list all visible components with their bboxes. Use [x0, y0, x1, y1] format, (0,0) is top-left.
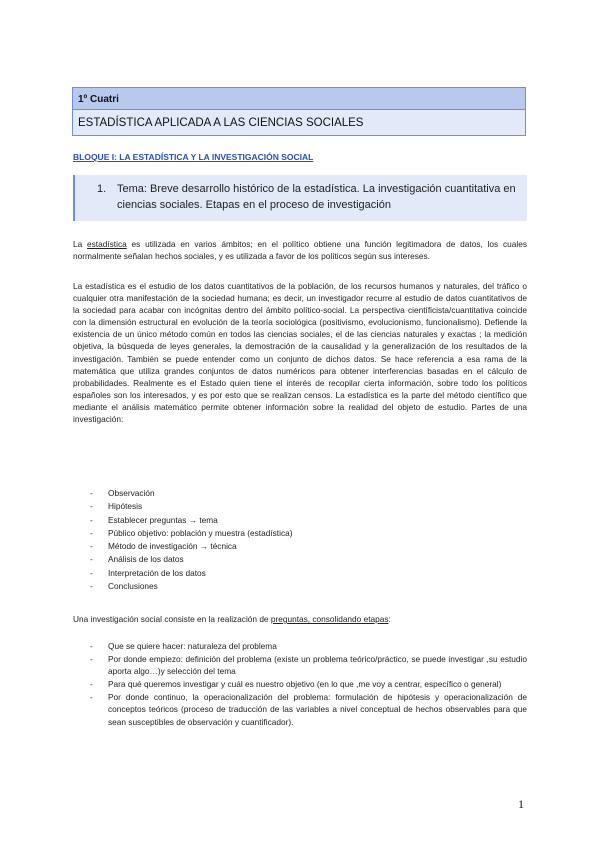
investigation-post: : [388, 614, 391, 624]
list-item [73, 640, 527, 652]
topic-box [73, 175, 527, 221]
topic-number: 1. [97, 183, 107, 195]
dash-bullet: - [90, 554, 93, 565]
dash-bullet: - [90, 541, 93, 552]
dash-bullet: - [90, 567, 93, 578]
list-item [73, 653, 527, 677]
list-item [73, 527, 527, 540]
list-item-text: Conclusiones [108, 581, 158, 592]
intro-paragraph [73, 238, 527, 262]
list-item-text: Por donde continuo, la operacionalización del problema: formulación de hipótesis y operacionalización de conceptos teóricos (proceso de traducción de las variables a nivel conceptual de hechos observables para que sean susceptibles de observación y cuantificador). [108, 692, 527, 727]
dash-bullet: - [90, 641, 93, 651]
list-item-text: Análisis de los datos [108, 554, 184, 565]
investigation-pre: Una investigación social consiste en la realización de [73, 614, 271, 624]
dash-bullet: - [90, 581, 93, 592]
stages-list [73, 640, 527, 729]
dash-bullet: - [90, 527, 93, 538]
page-number: 1 [518, 797, 524, 811]
list-item [73, 500, 527, 513]
list-item [73, 678, 527, 690]
dash-bullet: - [90, 488, 93, 498]
dash-bullet: - [90, 501, 93, 512]
list-item [73, 553, 527, 566]
list-item [73, 580, 527, 593]
list-item-text: Para qué queremos investigar y cuál es nuestro objetivo (en lo que ,me voy a centrar, específico o general) [108, 679, 502, 690]
list-item-text: Interpretación de los datos [108, 567, 206, 578]
list-item [73, 540, 527, 553]
list-item-text: Que se quiere hacer: naturaleza del problema [108, 641, 277, 651]
dash-bullet: - [90, 692, 93, 703]
intro-post: es utilizada en varios ámbitos; en el político obtiene una función legitimadora de datos, los cuales normalmente señalan hechos sociales, y es utilizada a favor de los políticos según sus intereses. [73, 239, 527, 262]
definition-paragraph: La estadística es el estudio de los datos cuantitativos de la población, de los recursos humanos y naturales, del tráfico o cualquier otra manifestación de la sociedad humana; es decir, un investigador recurre al estudio de datos cuantitativos de la sociedad para acabar con incógnitas dentro del ámbito político-social. La perspectiva científicista/cuantitativa coincide con la dimensión estructural en evolución de la teoría sociológica (positivismo, evolucionismo, funcionalismo). Defiende la existencia de un único método común en todos las ciencias sociales, el de las ciencias naturales y exactas ; la medición objetiva, la búsqueda de leyes generales, la demostración de la causalidad y la generalización de los resultados de la investigación. También se puede entender como un conjunto de dichos datos. Se hace referencia a esa rama de la matemática que utiliza grandes conjuntos de datos numéricos para obtener interferencias basadas en el cálculo de probabilidades. Realmente es el Estado quien tiene el interés de recopilar cierta información, sobre todo los políticos españoles son los interesados, y es por esto que se realizan censos. La estadística es la parte del método científico que mediante el análisis matemático permite obtener información sobre la realidad del objeto de estudio. Partes de una investigación: [73, 281, 527, 425]
list-item [73, 567, 527, 580]
list-item-text: Hipótesis [108, 501, 143, 512]
list-item-text: Por donde empiezo: definición del problema (existe un problema teórico/práctico, se puede investigar ,su estudio aporta algo…)y selección del tema [108, 654, 527, 677]
list-item [73, 514, 527, 527]
course-title: ESTADÍSTICA APLICADA A LAS CIENCIAS SOCIALES [72, 110, 526, 136]
topic-text: Tema: Breve desarrollo histórico de la estadística. La investigación cuantitativa en ciencias sociales. Etapas en el proceso de investigación [117, 183, 516, 211]
period-label: 1º Cuatri [72, 87, 526, 110]
estadistica-term: estadística [87, 239, 127, 249]
list-item-text: Público objetivo: población y muestra (estadística) [108, 527, 293, 538]
investigation-paragraph [73, 613, 527, 625]
list-item [73, 691, 527, 727]
research-parts-list [73, 487, 527, 593]
dash-bullet: - [90, 654, 93, 665]
list-item-text: Observación [108, 488, 155, 498]
list-item-text: Método de investigación → técnica [108, 541, 237, 552]
list-item-text: Establecer preguntas → tema [108, 514, 218, 525]
preguntas-term: preguntas, consolidando etapas [270, 614, 389, 624]
dash-bullet: - [90, 679, 93, 690]
list-item [73, 487, 527, 500]
dash-bullet: - [90, 514, 93, 525]
block-title[interactable]: BLOQUE I: LA ESTADÍSTICA Y LA INVESTIGACIÓN SOCIAL [73, 152, 314, 162]
intro-pre: La [73, 239, 88, 249]
course-header [72, 87, 526, 136]
